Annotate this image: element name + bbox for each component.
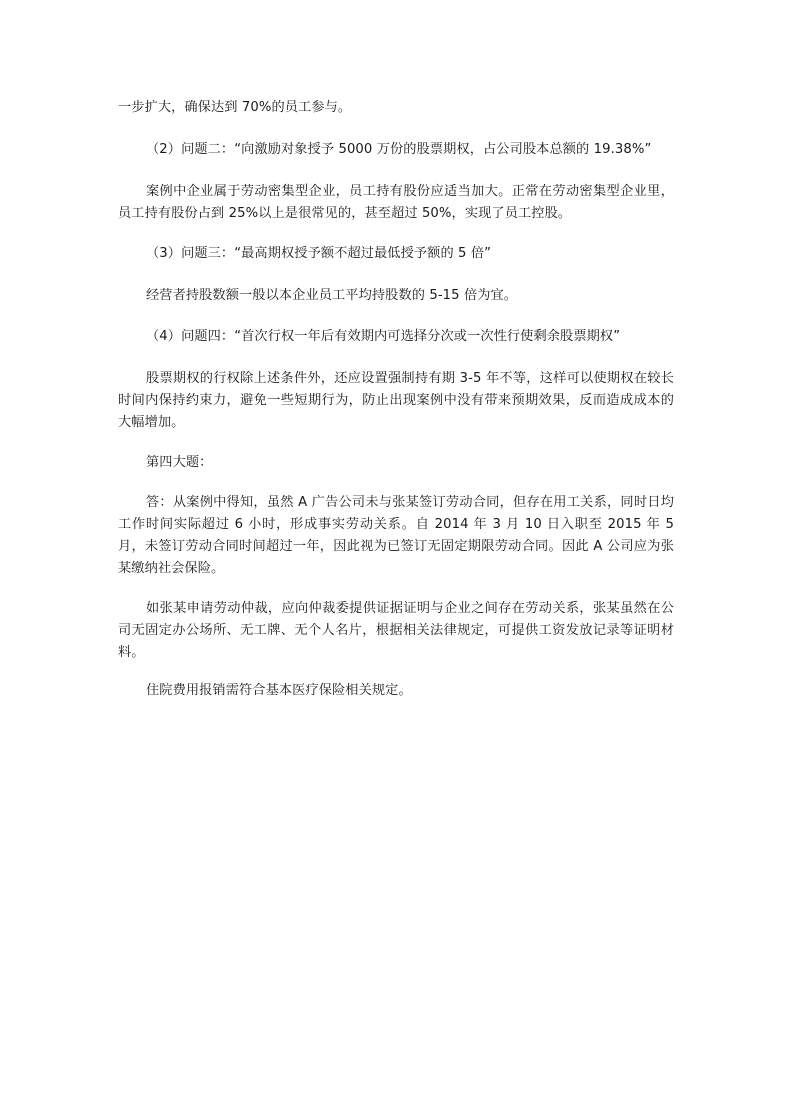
- question-three-answer: 经营者持股数额一般以本企业员工平均持股数的 5-15 倍为宜。: [146, 288, 518, 303]
- section-four-answer-paragraph-3: 住院费用报销需符合基本医疗保险相关规定。: [146, 683, 412, 698]
- question-four-heading: （4）问题四：“首次行权一年后有效期内可选择分次或一次性行使剩余股票期权”: [146, 329, 621, 344]
- question-four-answer: 股票期权的行权除上述条件外，还应设置强制持有期 3-5 年不等，这样可以使期权在较长时间内保持约束力，避免一些短期行为，防止出现案例中没有带来预期效果，反而造成成本的大幅增加。: [118, 371, 674, 430]
- question-two-heading: （2）问题二：“向激励对象授予 5000 万份的股票期权，占公司股本总额的 19.38%”: [146, 142, 652, 157]
- section-four-answer-paragraph-1: 答：从案例中得知，虽然 A 广告公司未与张某签订劳动合同，但存在用工关系，同时日均工作时间实际超过 6 小时，形成事实劳动关系。自 2014 年 3 月 10 日入职至 2015 年 5 月，未签订劳动合同时间超过一年，因此视为已签订无固定期限劳动合同。因此 A 公司应为张某缴纳社会保险。: [118, 495, 674, 576]
- section-four-title: 第四大题：: [146, 455, 213, 470]
- section-four-answer-paragraph-2: 如张某申请劳动仲裁，应向仲裁委提供证据证明与企业之间存在劳动关系，张某虽然在公司无固定办公场所、无工牌、无个人名片，根据相关法律规定，可提供工资发放记录等证明材料。: [118, 601, 674, 660]
- question-three-heading: （3）问题三：“最高期权授予额不超过最低授予额的 5 倍”: [146, 246, 492, 261]
- paragraph-continuation: 一步扩大，确保达到 70%的员工参与。: [118, 100, 352, 115]
- question-two-answer: 案例中企业属于劳动密集型企业，员工持有股份应适当加大。正常在劳动密集型企业里，员工持有股份占到 25%以上是很常见的，甚至超过 50%，实现了员工控股。: [118, 184, 674, 221]
